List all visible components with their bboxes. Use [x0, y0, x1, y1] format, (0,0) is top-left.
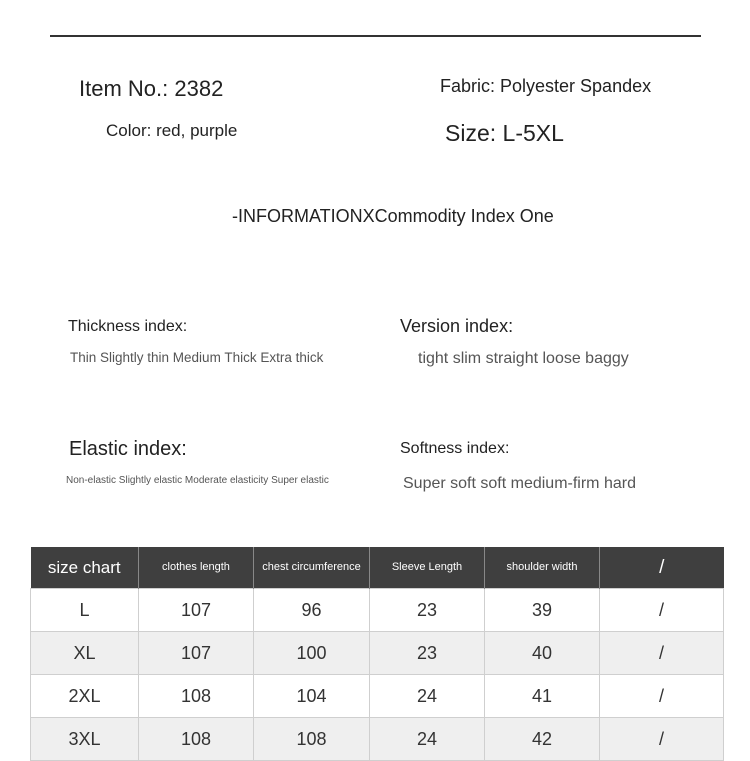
- table-cell: 108: [139, 718, 254, 761]
- top-divider: [50, 35, 701, 37]
- table-row: [31, 589, 724, 632]
- elastic-index-label: Elastic index:: [69, 438, 187, 460]
- table-cell: 23: [370, 589, 485, 632]
- table-cell: L: [31, 589, 139, 632]
- table-cell: 100: [254, 632, 370, 675]
- softness-index-values: Super soft soft medium-firm hard: [403, 475, 636, 492]
- table-cell: 108: [254, 718, 370, 761]
- header-sleeve-length: Sleeve Length: [370, 547, 485, 589]
- table-cell: /: [600, 632, 724, 675]
- table-cell: 2XL: [31, 675, 139, 718]
- header-chest-circumference: chest circumference: [254, 547, 370, 589]
- elastic-index-values: Non-elastic Slightly elastic Moderate elasticity Super elastic: [66, 475, 329, 486]
- thickness-index-values: Thin Slightly thin Medium Thick Extra thick: [70, 350, 324, 365]
- table-cell: /: [600, 718, 724, 761]
- table-cell: 104: [254, 675, 370, 718]
- table-cell: 39: [485, 589, 600, 632]
- section-title: -INFORMATIONXCommodity Index One: [232, 206, 554, 226]
- thickness-index-label: Thickness index:: [68, 318, 188, 335]
- table-cell: 107: [139, 589, 254, 632]
- softness-index-label: Softness index:: [400, 440, 510, 457]
- table-cell: 108: [139, 675, 254, 718]
- header-clothes-length: clothes length: [139, 547, 254, 589]
- table-cell: 96: [254, 589, 370, 632]
- table-row: [31, 632, 724, 675]
- table-cell: 42: [485, 718, 600, 761]
- header-slash: /: [600, 547, 724, 589]
- table-row: [31, 718, 724, 761]
- table-cell: 24: [370, 718, 485, 761]
- version-index-values: tight slim straight loose baggy: [418, 350, 629, 367]
- item-number: Item No.: 2382: [79, 76, 224, 101]
- table-cell: 40: [485, 632, 600, 675]
- table-cell: /: [600, 589, 724, 632]
- table-cell: 24: [370, 675, 485, 718]
- table-cell: XL: [31, 632, 139, 675]
- size-range: Size: L-5XL: [445, 120, 564, 146]
- fabric-info: Fabric: Polyester Spandex: [440, 76, 652, 96]
- table-row: [31, 675, 724, 718]
- table-cell: 41: [485, 675, 600, 718]
- table-cell: /: [600, 675, 724, 718]
- table-header-row: [31, 547, 724, 589]
- table-cell: 23: [370, 632, 485, 675]
- table-cell: 107: [139, 632, 254, 675]
- table-cell: 3XL: [31, 718, 139, 761]
- color-info: Color: red, purple: [106, 121, 238, 140]
- size-chart-table: [30, 547, 724, 761]
- version-index-label: Version index:: [400, 316, 514, 336]
- header-shoulder-width: shoulder width: [485, 547, 600, 589]
- header-size-chart: size chart: [31, 547, 139, 589]
